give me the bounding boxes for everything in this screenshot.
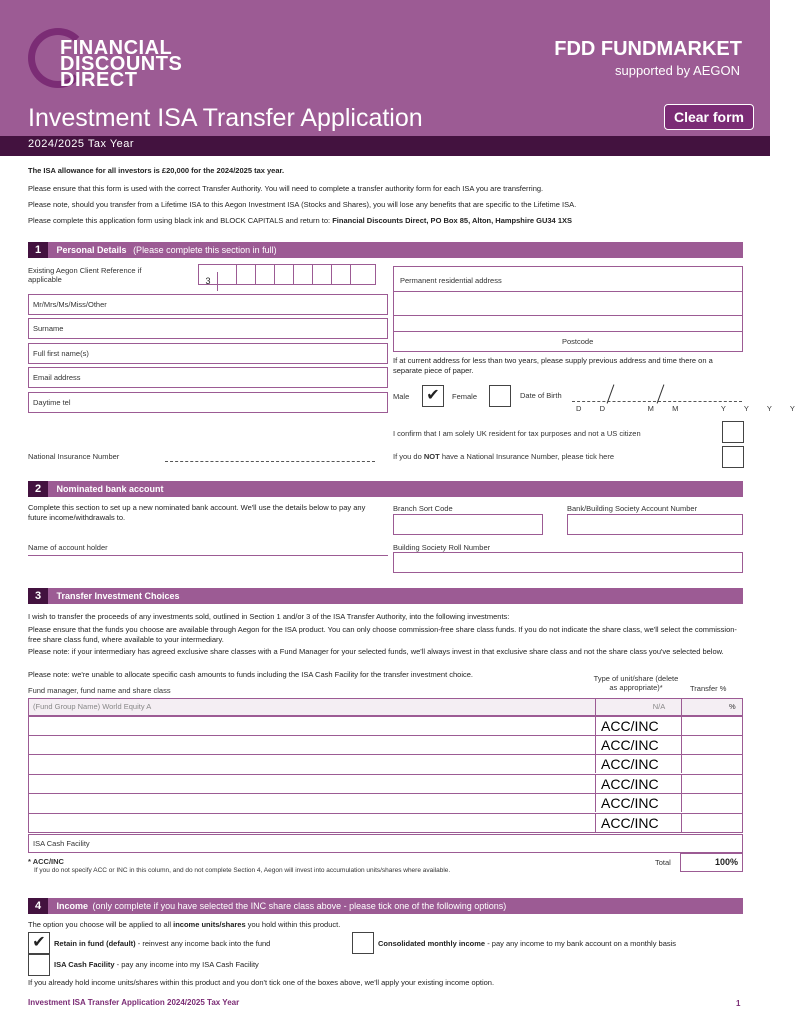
uk-resident-checkbox[interactable]	[722, 421, 744, 443]
cash-income-checkbox[interactable]	[28, 954, 50, 976]
section-3-number: 3	[28, 588, 48, 604]
section-1-subtitle: (Please complete this section in full)	[133, 245, 277, 255]
section-1-number: 1	[28, 242, 48, 258]
total-label: Total	[655, 858, 671, 867]
example-row	[28, 698, 743, 716]
postcode-label: Postcode	[562, 337, 594, 346]
retain-checkbox[interactable]: ✔	[28, 932, 50, 954]
footnote-text: If you do not specify ACC or INC in this column, and do not complete Section 4, Aegon will invest into accumulation units/shares where available.	[34, 867, 451, 874]
cash-facility-label: ISA Cash Facility	[33, 839, 90, 848]
brand-right: FDD FUNDMARKET	[554, 38, 742, 60]
col-transfer-header: Transfer %	[690, 684, 727, 693]
surname-input[interactable]	[28, 318, 388, 339]
example-fund: (Fund Group Name) World Equity A	[33, 702, 152, 711]
male-label: Male	[393, 392, 410, 401]
section-2-number: 2	[28, 481, 48, 497]
tel-label: Daytime tel	[33, 398, 71, 407]
share-type[interactable]: ACC/INC	[601, 736, 659, 753]
section-4-subtitle: (only complete if you have selected the INC share class above - please tick one of the following options)	[92, 901, 507, 911]
ni-input[interactable]	[165, 448, 375, 462]
fund-row[interactable]	[28, 814, 743, 834]
section-3-p3: Please note: if your intermediary has agreed exclusive share classes with a Fund Manager for your selected funds, we'll always invest in that exclusive share class and not the share class you've selected below.	[28, 647, 724, 656]
clear-form-button[interactable]: Clear form	[664, 104, 754, 130]
no-ni-checkbox[interactable]	[722, 446, 744, 468]
section-1-header	[28, 242, 743, 258]
email-input[interactable]	[28, 367, 388, 388]
page-title: Investment ISA Transfer Application	[28, 104, 423, 132]
fund-row[interactable]	[28, 775, 743, 795]
footnote-title: * ACC/INC	[28, 857, 64, 866]
example-type: N/A	[652, 702, 666, 711]
existing-ref-input[interactable]	[198, 264, 376, 285]
section-2-title: Nominated bank account	[56, 484, 164, 494]
holder-label: Name of account holder	[28, 543, 108, 552]
fund-row[interactable]	[28, 716, 743, 736]
section-3-p4: Please note: we're unable to allocate specific cash amounts to funds including the ISA Cash Facility for the transfer investment choice.	[28, 670, 474, 679]
title-label: Mr/Mrs/Ms/Miss/Other	[33, 300, 107, 309]
existing-ref-cell: 3	[199, 272, 218, 291]
section-3-p2: Please ensure that the funds you choose are available through Aegon for the ISA product. You can only choose commission-free share class funds. If you do not indicate the share class, we'll select the commission-free share class fund, where available to your intermediary.	[28, 625, 737, 644]
fund-row[interactable]	[28, 736, 743, 756]
first-name-input[interactable]	[28, 343, 388, 364]
account-number-label: Bank/Building Society Account Number	[567, 504, 698, 513]
section-4-header	[28, 898, 743, 914]
total-value: 100%	[680, 853, 743, 872]
sort-code-input[interactable]	[393, 514, 543, 535]
existing-ref-label: Existing Aegon Client Reference if applicable	[28, 266, 142, 284]
intro-line-2: Please note, should you transfer from a Lifetime ISA to this Aegon Investment ISA (Stocks and Shares), you will lose any benefits that are specific to the Lifetime ISA.	[28, 200, 577, 209]
example-pct: %	[729, 702, 736, 711]
prev-address-note: If at current address for less than two years, please supply previous address and time there on a separate piece of paper.	[393, 356, 713, 375]
footer-title: Investment ISA Transfer Application 2024/2025 Tax Year	[28, 998, 240, 1007]
share-type[interactable]: ACC/INC	[601, 756, 659, 772]
dob-format: D D M M Y Y Y Y	[576, 404, 795, 413]
roll-number-label: Building Society Roll Number	[393, 543, 491, 552]
surname-label: Surname	[33, 324, 64, 333]
holder-input[interactable]	[28, 555, 388, 556]
ni-label: National Insurance Number	[28, 452, 120, 461]
section-3-header	[28, 588, 743, 604]
title-input[interactable]	[28, 294, 388, 315]
tax-year: 2024/2025 Tax Year	[28, 138, 135, 150]
fund-rows	[28, 716, 743, 833]
monthly-checkbox[interactable]	[352, 932, 374, 954]
monthly-option: Consolidated monthly income - pay any income to my bank account on a monthly basis	[378, 939, 677, 948]
section-4-note: If you already hold income units/shares within this product and you don't tick one of the boxes above, we'll apply your existing income option.	[28, 978, 495, 987]
intro-line-1: Please ensure that this form is used with the correct Transfer Authority. You will need to complete a transfer authority form for each ISA you are transferring.	[28, 184, 544, 193]
share-type[interactable]: ACC/INC	[601, 814, 659, 831]
fund-row[interactable]	[28, 794, 743, 814]
cash-income-option: ISA Cash Facility - pay any income into my ISA Cash Facility	[54, 960, 259, 969]
section-4-intro: The option you choose will be applied to all income units/shares you hold within this product.	[28, 920, 341, 929]
dob-label: Date of Birth	[520, 391, 562, 400]
section-4-number: 4	[28, 898, 48, 914]
address-input[interactable]	[393, 266, 743, 352]
return-address: Financial Discounts Direct, PO Box 85, Alton, Hampshire GU34 1XS	[332, 216, 572, 225]
page-number: 1	[736, 999, 741, 1008]
no-ni-label: If you do NOT have a National Insurance Number, please tick here	[393, 452, 614, 461]
section-2-header	[28, 481, 743, 497]
first-name-label: Full first name(s)	[33, 349, 89, 358]
intro-line-3: Please complete this application form using black ink and BLOCK CAPITALS and return to: Financial Discounts Direct, PO Box 85, Alton, Hampshire GU34 1XS	[28, 216, 572, 225]
share-type[interactable]: ACC/INC	[601, 775, 659, 792]
col-fund-header: Fund manager, fund name and share class	[28, 686, 171, 695]
section-3-title: Transfer Investment Choices	[56, 591, 180, 601]
supported-by: supported by AEGON	[614, 63, 740, 78]
female-checkbox[interactable]	[489, 385, 511, 407]
roll-number-input[interactable]	[393, 552, 743, 573]
brand-left: FINANCIAL DISCOUNTS DIRECT	[60, 37, 183, 91]
section-1-title: Personal Details	[56, 245, 127, 255]
col-type-header: Type of unit/share (delete as appropriate)*	[593, 674, 679, 692]
section-3-p1: I wish to transfer the proceeds of any investments sold, outlined in Section 1 and/or 3 of the ISA Transfer Authority, into the following investments:	[28, 612, 510, 621]
retain-option: Retain in fund (default) - reinvest any income back into the fund	[54, 939, 271, 948]
share-type[interactable]: ACC/INC	[601, 795, 659, 811]
tel-input[interactable]	[28, 392, 388, 413]
female-label: Female	[452, 392, 478, 401]
section-2-intro: Complete this section to set up a new nominated bank account. We'll use the details below to pay any future income/withdrawals to.	[28, 503, 366, 522]
cash-facility-row[interactable]	[28, 834, 743, 853]
share-type[interactable]: ACC/INC	[601, 718, 659, 734]
allowance-text: The ISA allowance for all investors is £20,000 for the 2024/2025 tax year.	[28, 166, 285, 175]
fund-row[interactable]	[28, 755, 743, 775]
sort-code-label: Branch Sort Code	[393, 504, 453, 513]
account-number-input[interactable]	[567, 514, 743, 535]
section-4-title: Income	[56, 901, 89, 911]
uk-resident-label: I confirm that I am solely UK resident for tax purposes and not a US citizen	[393, 429, 641, 438]
email-label: Email address	[33, 373, 81, 382]
male-checkbox[interactable]: ✔	[422, 385, 444, 407]
address-label: Permanent residential address	[400, 276, 502, 285]
